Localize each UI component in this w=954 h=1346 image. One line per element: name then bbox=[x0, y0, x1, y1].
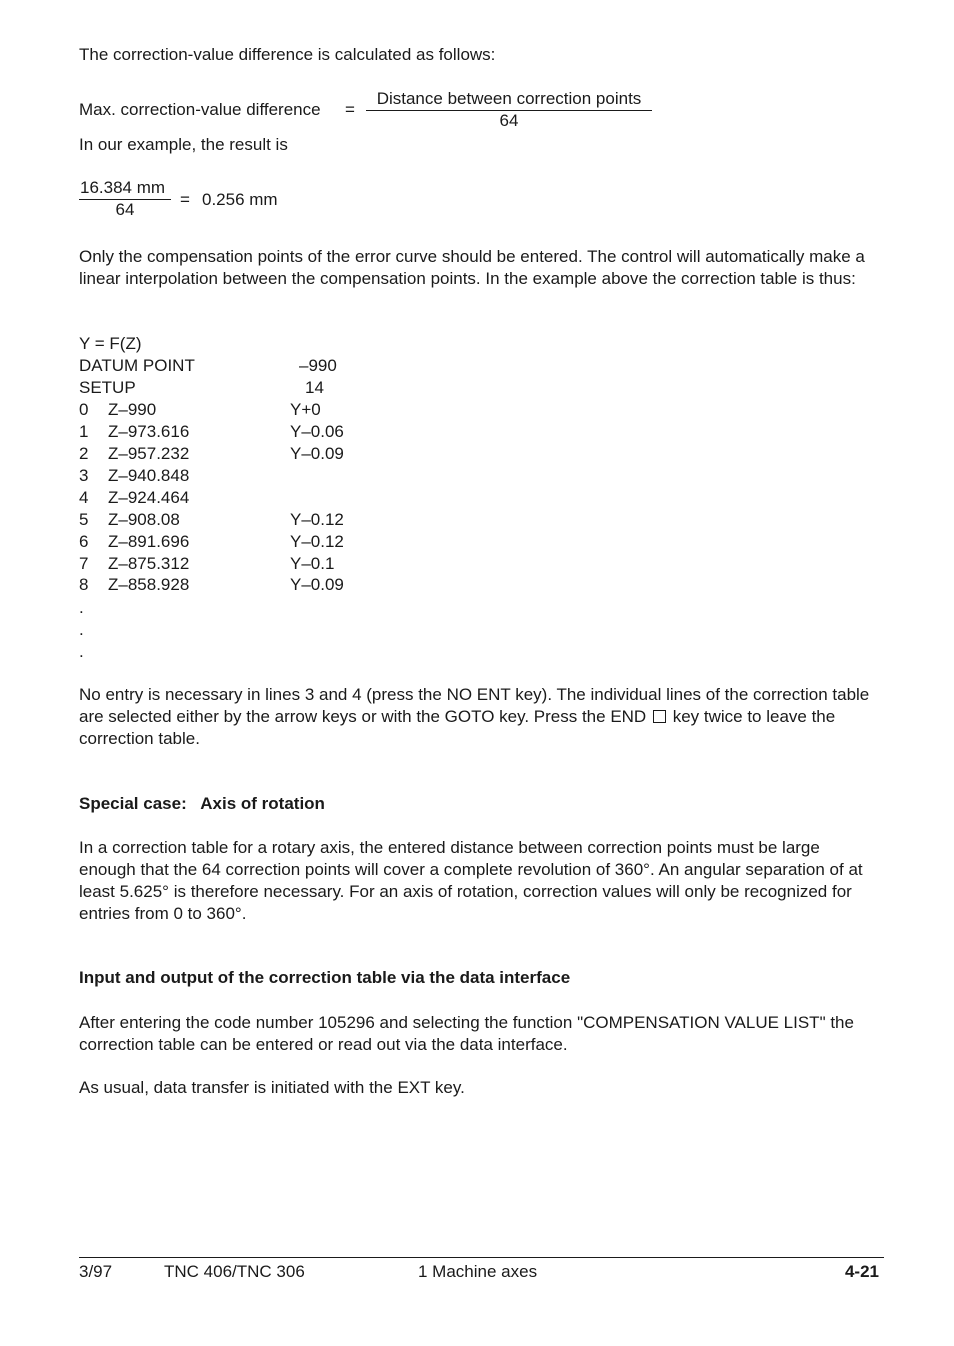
page-number: 4-21 bbox=[844, 1262, 879, 1281]
paragraph-compensation: Only the compensation points of the error curve should be entered. The control will automatically make a linear interpolation between the compensation points. In the example above the correction table is thus: bbox=[79, 247, 865, 288]
row-y: Y–0.09 bbox=[290, 575, 344, 594]
row-z: Z–858.928 bbox=[108, 575, 190, 594]
table-function: Y = F(Z) bbox=[79, 334, 142, 353]
row-z: Z–891.696 bbox=[108, 532, 190, 551]
continuation-dot: . bbox=[79, 642, 84, 661]
row-number: 4 bbox=[79, 488, 89, 507]
fraction-example-denominator: 64 bbox=[115, 200, 135, 219]
footer-chapter: 1 Machine axes bbox=[418, 1262, 538, 1281]
row-y: Y–0.09 bbox=[290, 444, 344, 463]
fraction-numerator: Distance between correction points bbox=[366, 89, 652, 111]
row-number: 0 bbox=[79, 400, 89, 419]
formula2-result: 0.256 mm bbox=[202, 190, 278, 209]
row-y: Y–0.12 bbox=[290, 532, 344, 551]
datum-label: DATUM POINT bbox=[79, 356, 195, 375]
datum-value: –990 bbox=[299, 356, 337, 375]
end-key-icon bbox=[653, 710, 666, 723]
row-number: 3 bbox=[79, 466, 89, 485]
intro-text: The correction-value difference is calculated as follows: bbox=[79, 45, 496, 64]
example-intro: In our example, the result is bbox=[79, 135, 288, 154]
formula2-equals: = bbox=[180, 190, 190, 209]
row-y: Y–0.06 bbox=[290, 422, 344, 441]
row-y: Y–0.1 bbox=[290, 554, 335, 573]
fraction-example bbox=[79, 178, 171, 220]
formula-equals: = bbox=[345, 100, 355, 119]
continuation-dot: . bbox=[79, 598, 84, 617]
fraction-distance bbox=[366, 89, 652, 131]
paragraph-rotary-axis: In a correction table for a rotary axis, the entered distance between correction points must be large enough that the 64 correction points will cover a complete revolution of 360°. An angular separation of at least 5.625° is therefore necessary. For an axis of rotation, correction values will only be recognized for entries from 0 to 360°. bbox=[79, 838, 863, 923]
row-z: Z–990 bbox=[108, 400, 157, 419]
row-number: 6 bbox=[79, 532, 89, 551]
row-number: 5 bbox=[79, 510, 89, 529]
footer-rule bbox=[79, 1257, 884, 1258]
row-number: 1 bbox=[79, 422, 89, 441]
row-z: Z–957.232 bbox=[108, 444, 190, 463]
row-z: Z–924.464 bbox=[108, 488, 190, 507]
row-number: 8 bbox=[79, 575, 89, 594]
heading-special-case: Special case: Axis of rotation bbox=[79, 794, 325, 813]
fraction-denominator: 64 bbox=[499, 111, 519, 130]
paragraph-no-entry-part1: No entry is necessary in lines 3 and 4 (press the NO ENT key). The individual lines of the correction table are selected either by the arrow keys or with the GOTO key. Press the END bbox=[79, 685, 870, 726]
row-z: Z–875.312 bbox=[108, 554, 190, 573]
paragraph-no-entry-part2: key twice to leave the correction table. bbox=[79, 707, 836, 748]
row-z: Z–908.08 bbox=[108, 510, 180, 529]
footer-product: TNC 406/TNC 306 bbox=[164, 1262, 305, 1281]
paragraph-no-entry bbox=[79, 684, 879, 750]
row-number: 2 bbox=[79, 444, 89, 463]
row-z: Z–973.616 bbox=[108, 422, 190, 441]
setup-value: 14 bbox=[305, 378, 324, 397]
row-y: Y–0.12 bbox=[290, 510, 344, 529]
row-z: Z–940.848 bbox=[108, 466, 190, 485]
paragraph-ext-key: As usual, data transfer is initiated with the EXT key. bbox=[79, 1078, 465, 1097]
paragraph-data-interface: After entering the code number 105296 and selecting the function "COMPENSATION VALUE LIST" the correction table can be entered or read out via the data interface. bbox=[79, 1013, 854, 1054]
footer-date: 3/97 bbox=[79, 1262, 113, 1281]
heading-data-interface: Input and output of the correction table via the data interface bbox=[79, 968, 571, 987]
continuation-dot: . bbox=[79, 620, 84, 639]
row-y: Y+0 bbox=[290, 400, 321, 419]
formula-label: Max. correction-value difference bbox=[79, 100, 321, 119]
fraction-example-numerator: 16.384 mm bbox=[79, 178, 171, 200]
setup-label: SETUP bbox=[79, 378, 136, 397]
row-number: 7 bbox=[79, 554, 89, 573]
